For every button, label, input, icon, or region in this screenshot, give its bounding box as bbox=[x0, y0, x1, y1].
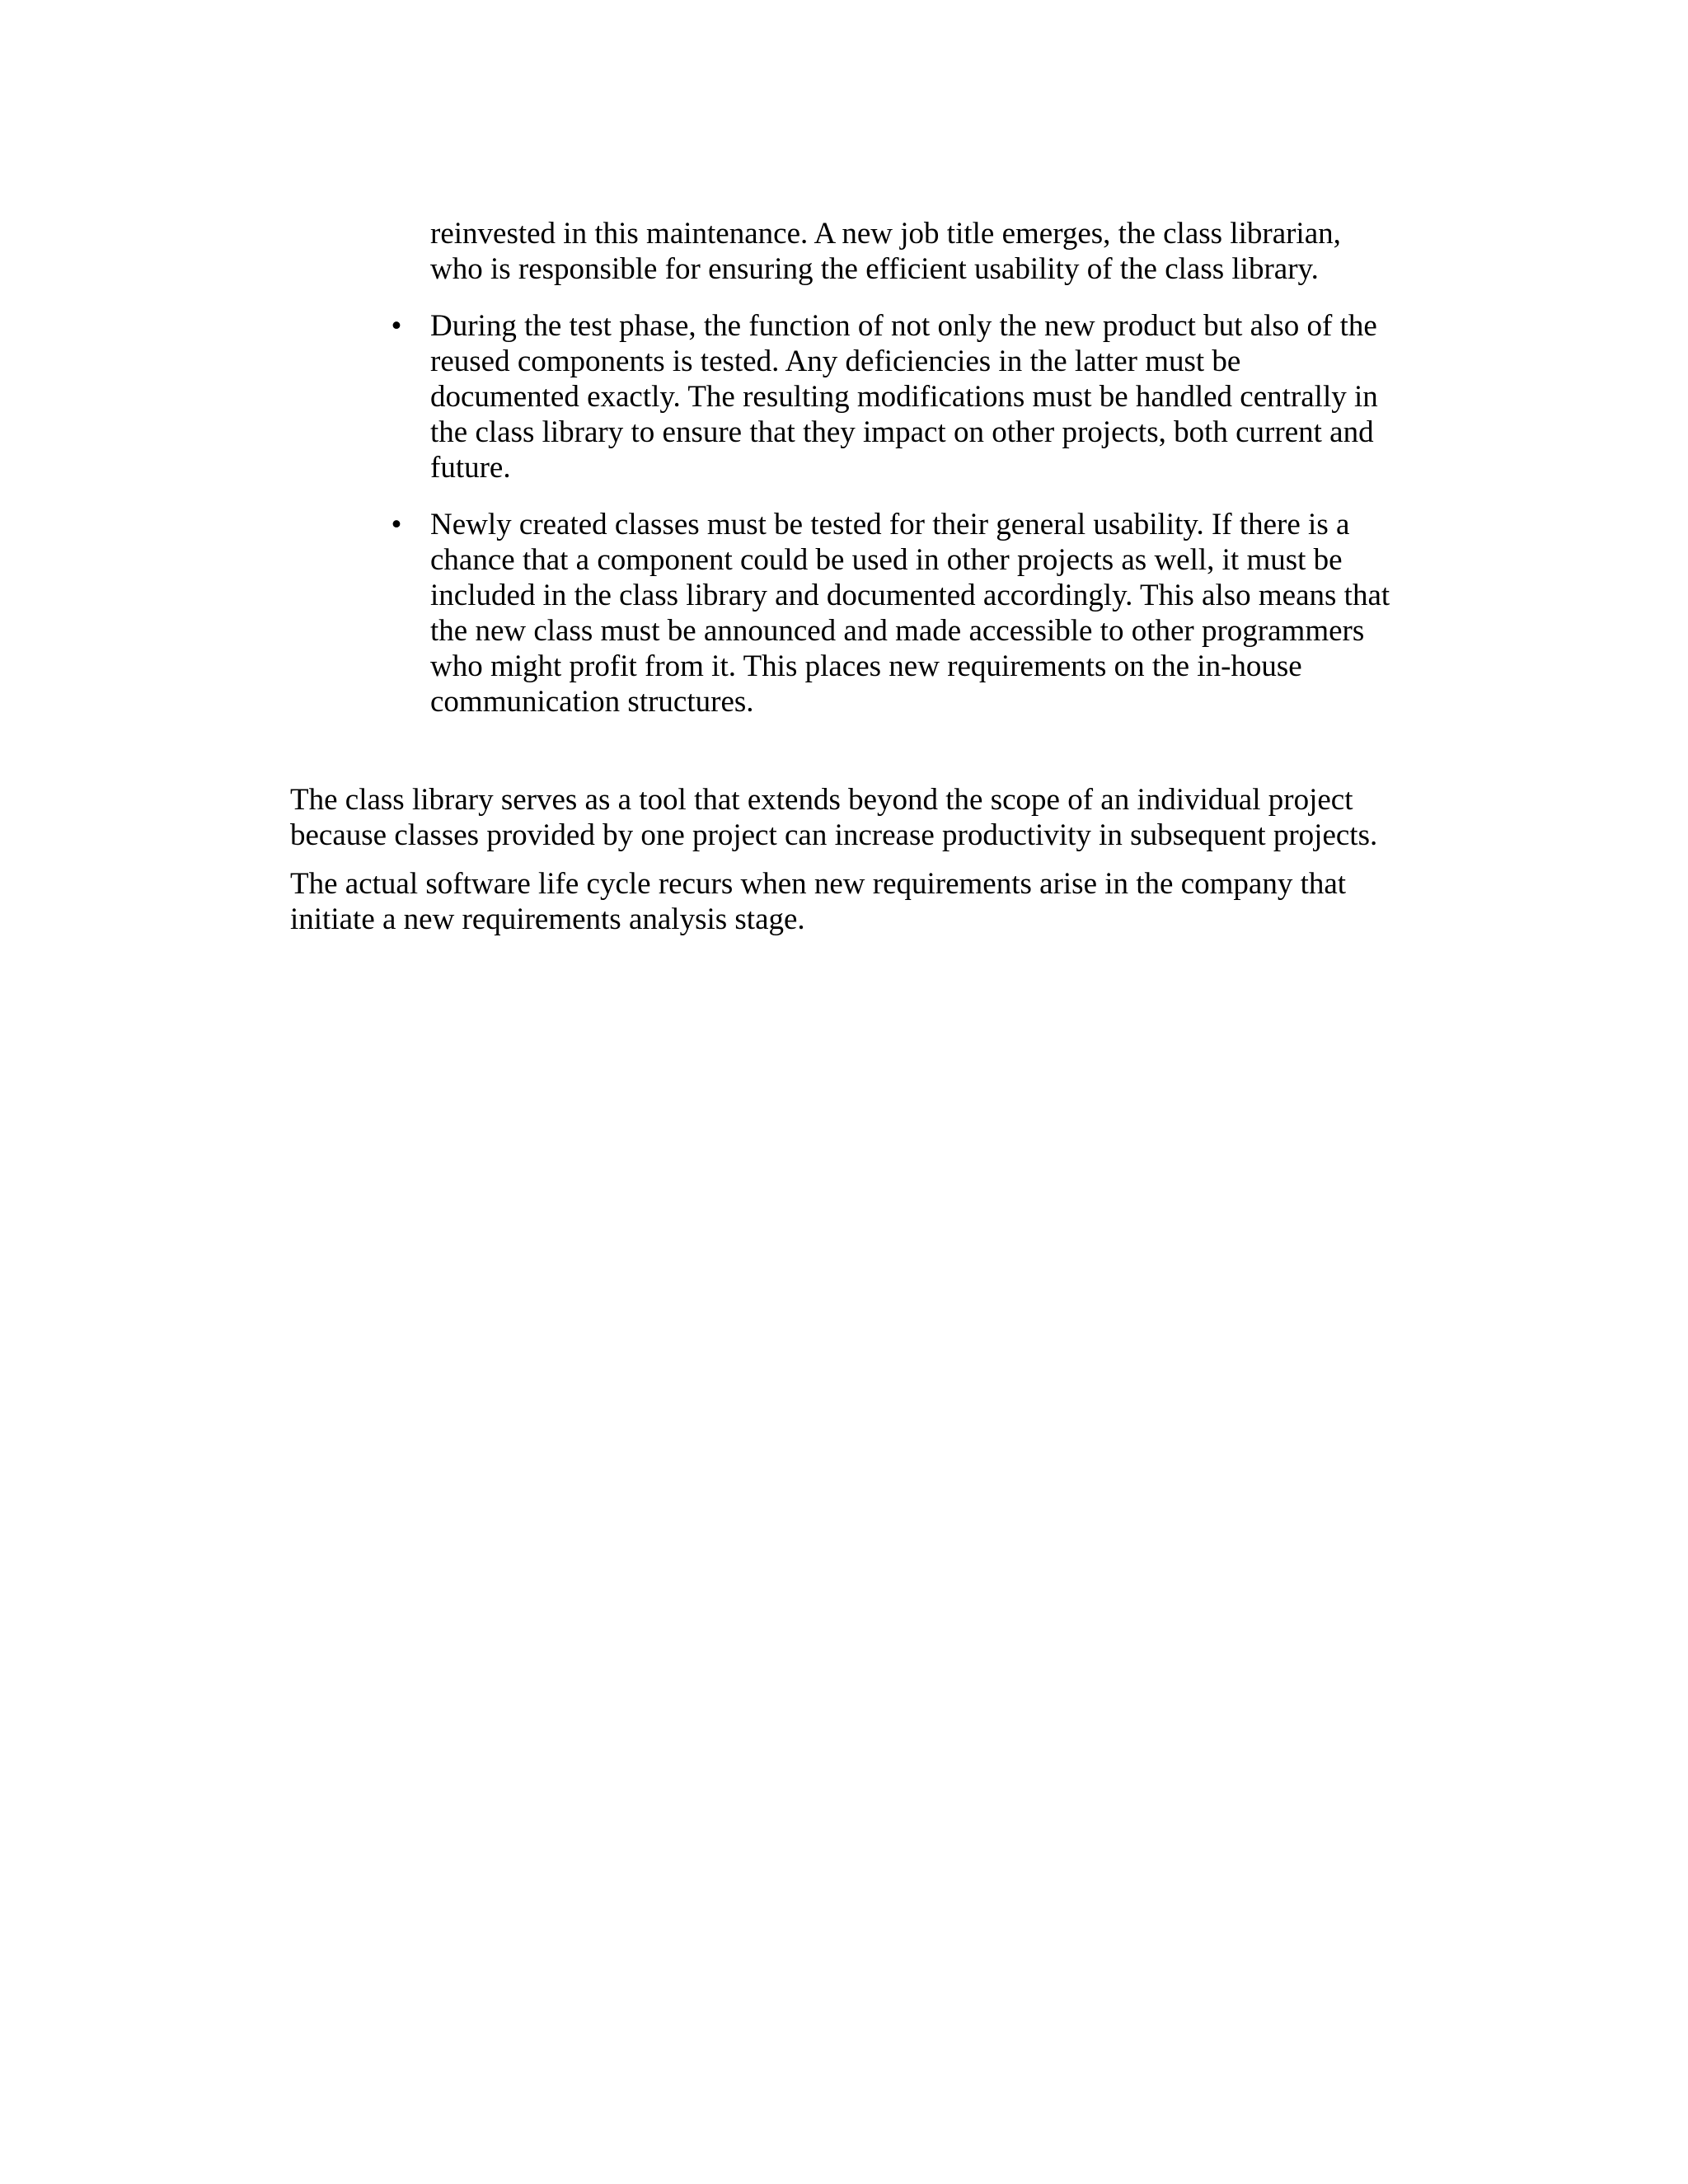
section-spacer bbox=[290, 741, 1395, 782]
bullet-item-test-phase bbox=[391, 308, 1395, 485]
paragraph-class-library-tool: The class library serves as a tool that extends beyond the scope of an individual project because classes provided by one project can increase productivity in subsequent projects. bbox=[290, 783, 1378, 852]
paragraph-software-life-cycle: The actual software life cycle recurs when new requirements arise in the company that initiate a new requirements analysis stage. bbox=[290, 867, 1347, 936]
bullet-text: Newly created classes must be tested for their general usability. If there is a chance that a component could be used in other projects as well, it must be included in the class library and documented accordingly. This also means that the new class must be announced and made accessible to other programmers who might profit from it. This places new requirements on the in-house communication structures. bbox=[430, 508, 1390, 719]
continued-bullet-text: reinvested in this maintenance. A new job title emerges, the class librarian, who is responsible for ensuring the efficient usability of the class library. bbox=[430, 217, 1341, 286]
bullet-dot-icon: • bbox=[391, 309, 402, 343]
bullet-text: During the test phase, the function of not only the new product but also of the reused components is tested. Any deficiencies in the latter must be documented exactly. The resulting modifications must be handled centrally in the class library to ensure that they impact on other projects, both current and future. bbox=[430, 309, 1378, 485]
bullet-item-new-classes bbox=[391, 507, 1395, 719]
bullet-dot-icon: • bbox=[391, 508, 402, 541]
bullet-list bbox=[290, 308, 1395, 719]
page-content bbox=[290, 216, 1395, 950]
